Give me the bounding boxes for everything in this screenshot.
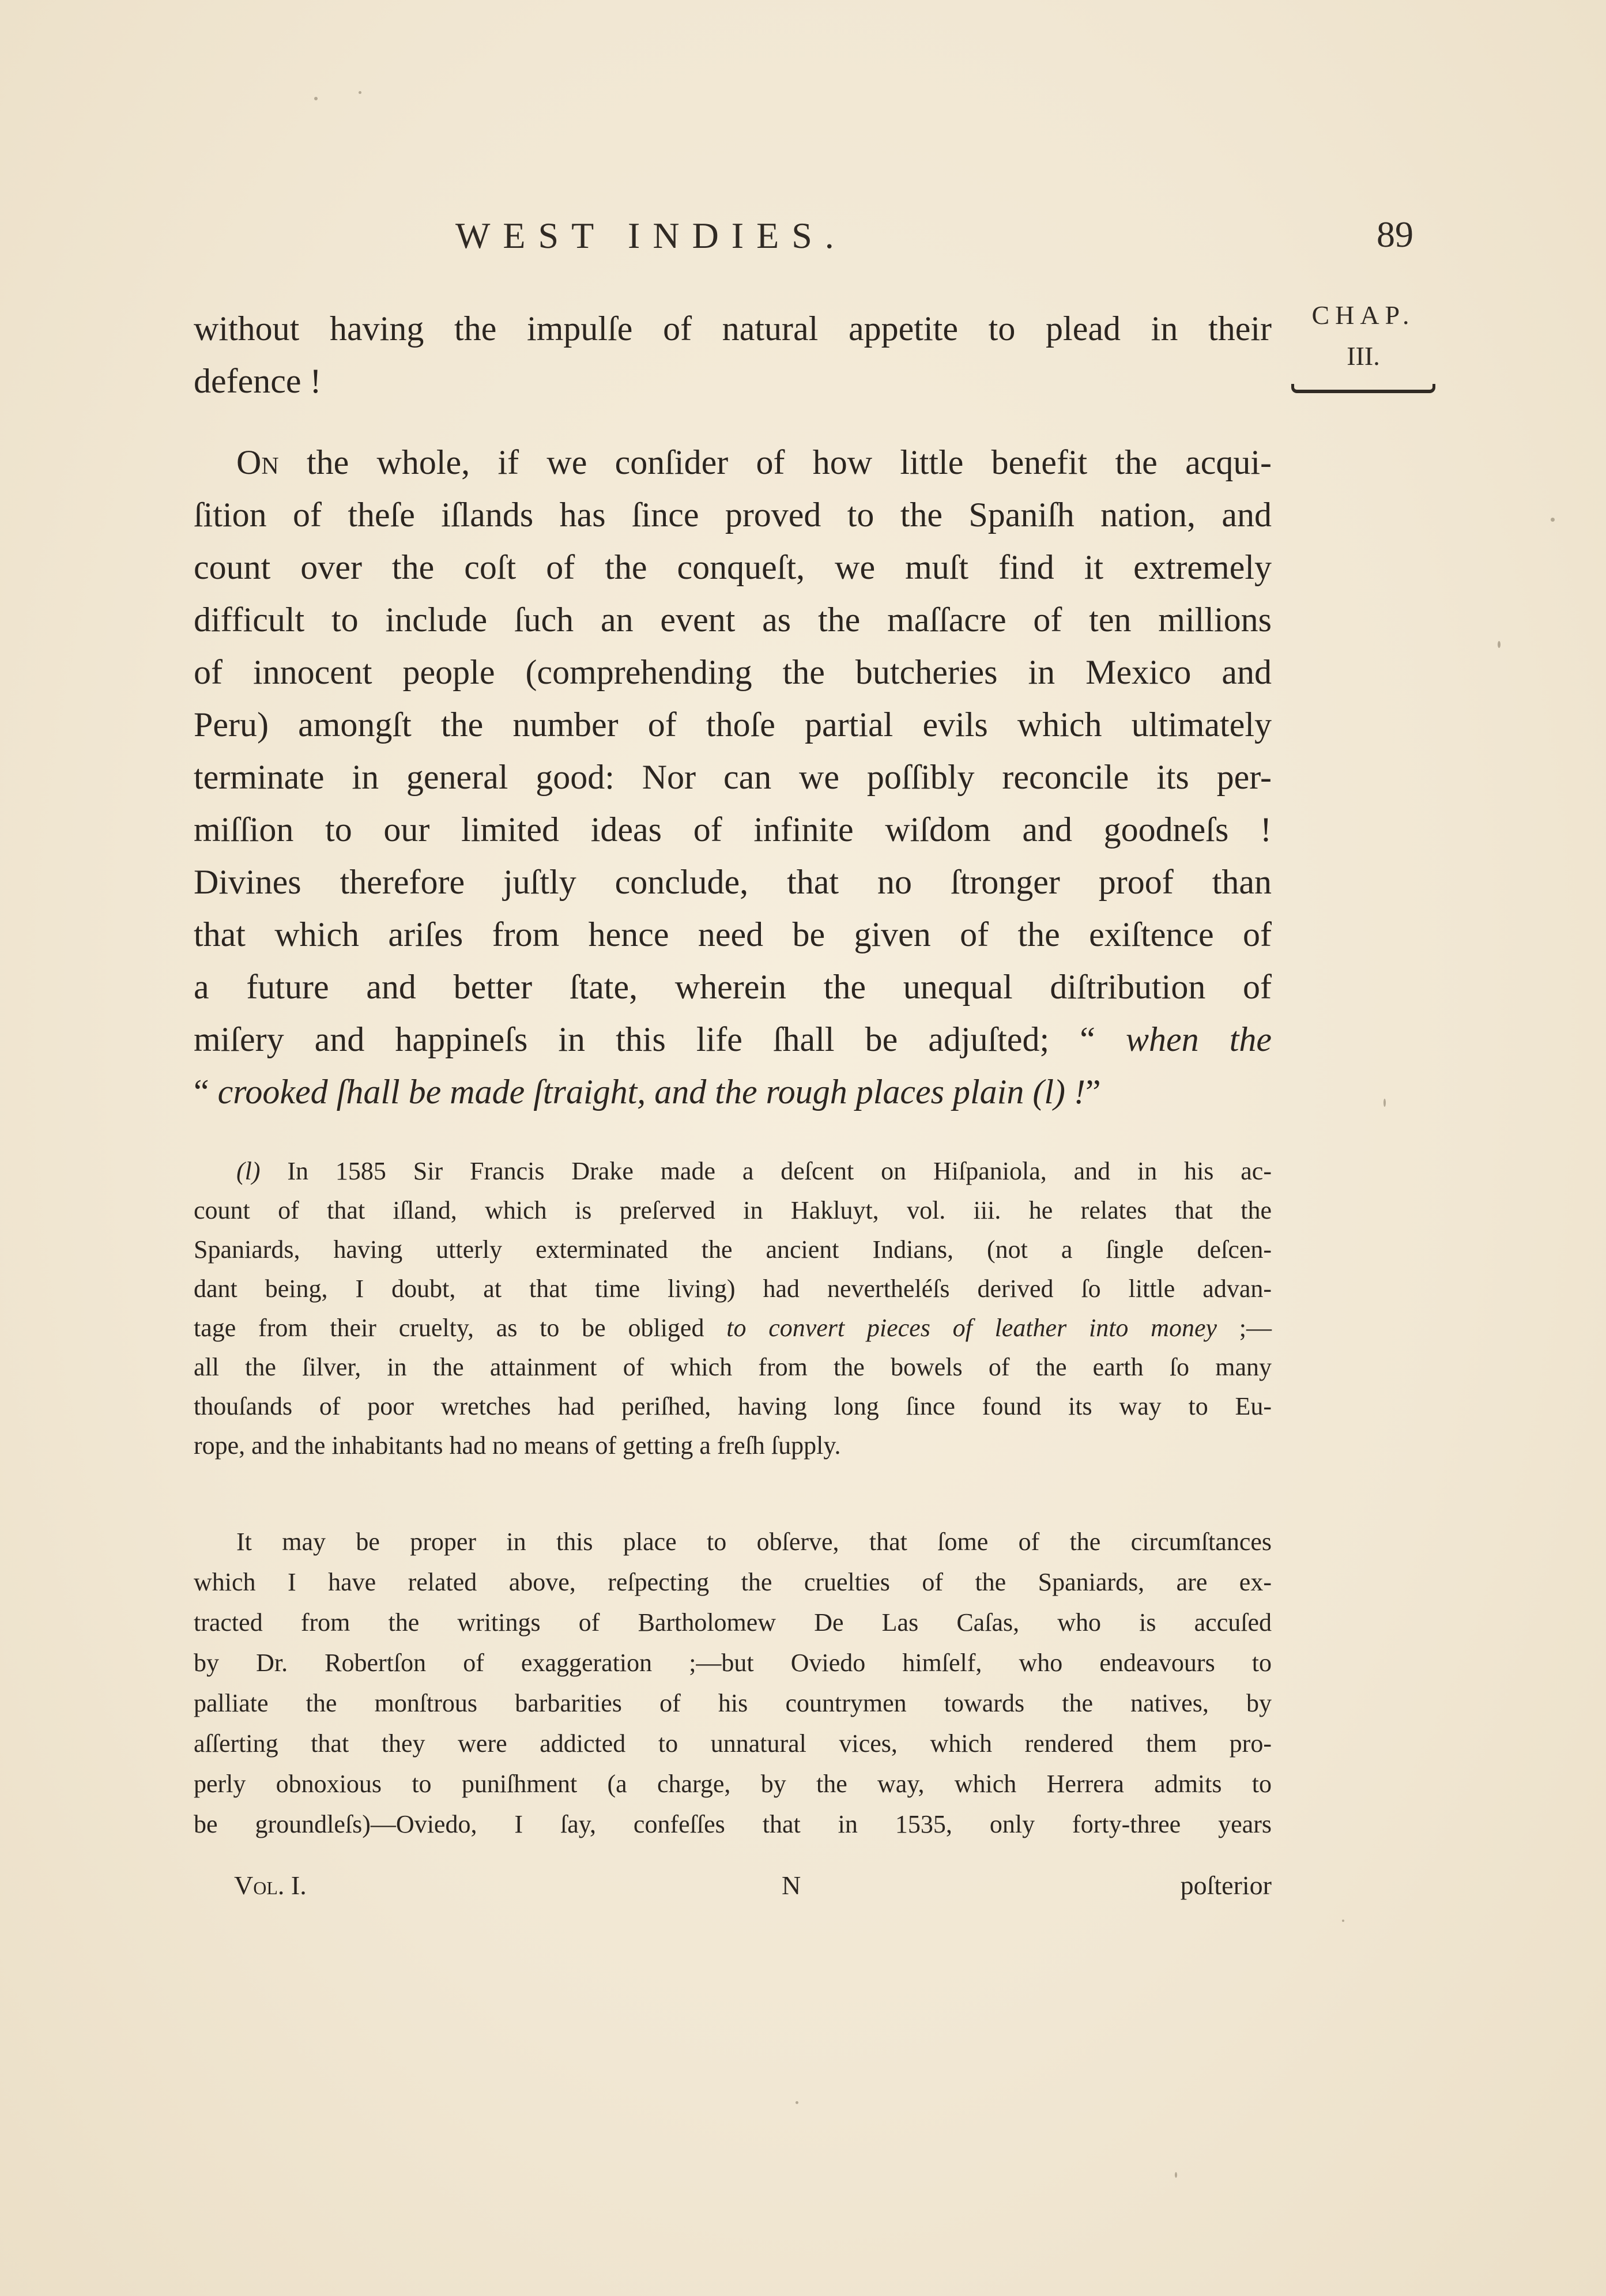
page-footer [194,1870,1272,1910]
line-text: ;— [1217,1314,1272,1342]
text-line [194,1309,1272,1348]
text-line: of innocent people (comprehending the butcheries in Mexico and [194,653,1272,691]
emphasis-text: to convert pieces of leather into money [726,1314,1217,1342]
running-head: WEST INDIES. [455,215,847,256]
text-line: count of that iſland, which is preſerved in Hakluyt, vol. iii. he relates that the [194,1196,1272,1224]
signature-mark: N [782,1871,801,1900]
line-text: miſery and happineſs in this life ſhall be adjuſted; “ [194,1020,1126,1058]
line-text: tage from their cruelty, as to be obliged [194,1314,727,1342]
text-line: tracted from the writings of Bartholomew De Las Caſas, who is accuſed [194,1608,1272,1637]
initial-words: On [236,443,279,481]
text-line: defence ! [194,362,322,400]
paper-speck [314,97,318,100]
text-line: terminate in general good: Nor can we poſſibly reconcile its per- [194,758,1272,796]
text-line: which I have related above, reſpecting the cruelties of the Spaniards, are ex- [194,1568,1272,1596]
chapter-margin-note [1291,300,1435,393]
text-line: dant being, I doubt, at that time living) had nevertheléſs derived ſo little advan- [194,1275,1272,1303]
text-line: count over the coſt of the conqueſt, we muſt find it extremely [194,548,1272,586]
text-line: without having the impulſe of natural appetite to plead in their [194,310,1272,348]
text-line: palliate the monſtrous barbarities of his countrymen towards the natives, by [194,1689,1272,1717]
text-line: Peru) amongſt the number of thoſe partial evils which ultimately [194,706,1272,744]
footnote-marker: (l) [236,1157,261,1185]
text-line [194,436,1272,489]
paper-speck [1342,1920,1344,1922]
text-line: miſſion to our limited ideas of infinite wiſdom and goodneſs ! [194,810,1272,849]
paper-speck [1175,2172,1177,2178]
paragraph-gap [194,408,1272,436]
text-line: It may be proper in this place to obſerve, that ſome of the circumſtances [236,1528,1272,1556]
note-paragraph [194,1522,1272,1845]
paper-speck [1498,641,1501,648]
paper-speck [1383,1099,1386,1107]
text-line: all the ſilver, in the attainment of which from the bowels of the earth ſo many [194,1353,1272,1381]
volume-label: Vol. I. [234,1871,307,1900]
text-line: Spaniards, having utterly exterminated the ancient Indians, (not a ſingle deſcen- [194,1235,1272,1264]
page-number: 89 [1377,214,1413,255]
text-line: a future and better ſtate, wherein the unequal diſtribution of [194,968,1272,1006]
line-text: In 1585 Sir Francis Drake made a deſcent on Hiſpaniola, and in his ac- [260,1157,1272,1185]
text-line: aſſerting that they were addicted to unnatural vices, which rendered them pro- [194,1729,1272,1758]
text-line [194,1066,1272,1118]
text-line [194,1152,1272,1191]
chapter-label: CHAP. [1311,300,1415,330]
paper-speck [359,91,361,94]
text-line: by Dr. Robertſon of exaggeration ;—but Oviedo himſelf, who endeavours to [194,1649,1272,1677]
text-line [194,1013,1272,1066]
text-line: thouſands of poor wretches had periſhed, having long ſince found its way to Eu- [194,1392,1272,1420]
footnote-l [194,1152,1272,1465]
chapter-number: III. [1347,341,1380,371]
open-quote: “ [194,1073,218,1111]
paragraph-1 [194,303,1272,408]
text-line: perly obnoxious to puniſhment (a charge, by the way, which Herrera admits to [194,1770,1272,1798]
paragraph-2 [194,436,1272,1118]
text-line: difficult to include ſuch an event as the maſſacre of ten millions [194,601,1272,639]
line-text: the whole, if we conſider of how little benefit the acqui- [278,443,1272,481]
margin-brace [1291,384,1435,393]
text-line: rope, and the inhabitants had no means of getting a freſh ſupply. [194,1431,841,1460]
text-line: Divines therefore juſtly conclude, that no ſtronger proof than [194,863,1272,901]
text-line: ſition of theſe iſlands has ſince proved to the Spaniſh nation, and [194,496,1272,534]
close-quote: ” [1085,1073,1101,1111]
paper-speck [796,2101,798,2104]
quoted-text: crooked ſhall be made ſtraight, and the rough places plain (l) ! [217,1073,1085,1111]
main-text [194,303,1272,1118]
text-line: that which ariſes from hence need be given of the exiſtence of [194,915,1272,953]
text-line: be groundleſs)—Oviedo, I ſay, confeſſes that in 1535, only forty-three years [194,1810,1272,1838]
quoted-text: when the [1125,1020,1272,1058]
catchword: poſterior [1180,1871,1272,1900]
paper-speck [1551,518,1555,522]
